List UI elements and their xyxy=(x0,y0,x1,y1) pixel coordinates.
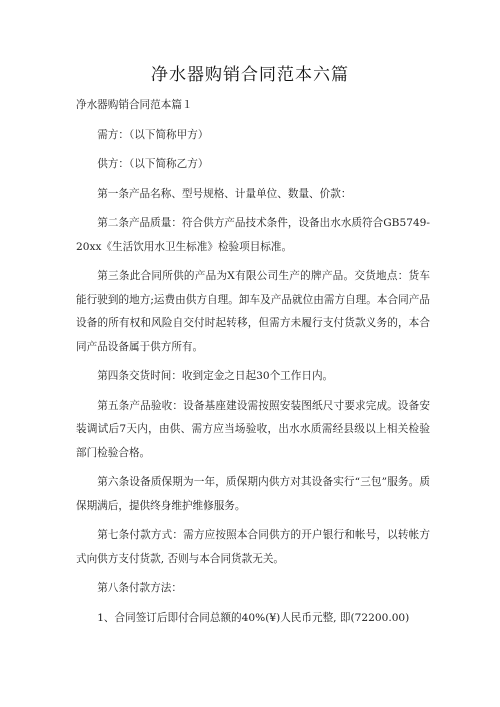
paragraph-article-2: 第二条产品质量：符合供方产品技术条件，设备出水水质符合GB5749-20xx《生活饮用水卫生标准》检验项目标准。 xyxy=(76,217,431,253)
document-title: 净水器购销合同范本六篇 xyxy=(151,65,349,85)
paragraph-buyer: 需方：（以下简称甲方） xyxy=(97,128,209,141)
paragraph-article-7: 第七条付款方式：需方应按照本合同供方的开户银行和帐号，以转帐方式向供方支付货款, 否则与本合同货款无关。 xyxy=(76,529,430,565)
paragraph-seller: 供方：（以下简称乙方） xyxy=(97,158,209,170)
section-heading: 净水器购销合同范本篇１ xyxy=(76,99,193,111)
paragraph-article-8: 第八条付款方法： xyxy=(97,582,182,594)
document-body xyxy=(76,94,430,636)
paragraph-article-3: 第三条此合同所供的产品为X有限公司生产的牌产品。交货地点：货车能行驶到的地方;运费由供方自理。卸车及产品就位由需方自理。本合同产品设备的所有权和风险自交付时起转移，但需方未履行支付货款义务的，本合同产品设备属于供方所有。 xyxy=(76,270,430,353)
paragraph-article-5: 第五条产品验收：设备基座建设需按照安装图纸尺寸要求完成。设备安装调试后7天内，由供、需方应当场验收，出水水质需经县级以上相关检验部门检验合格。 xyxy=(76,399,430,459)
paragraph-article-4: 第四条交货时间：收到定金之日起30个工作日内。 xyxy=(97,370,334,382)
paragraph-payment-item-1: 1、合同签订后即付合同总额的40%(¥)人民币元整, 即(72200.00) xyxy=(97,611,410,624)
paragraph-article-6: 第六条设备质保期为一年，质保期内供方对其设备实行“三包”服务。质保期满后，提供终身维护维修服务。 xyxy=(76,476,430,512)
paragraph-article-1: 第一条产品名称、型号规格、计量单位、数量、价款： xyxy=(97,187,352,200)
